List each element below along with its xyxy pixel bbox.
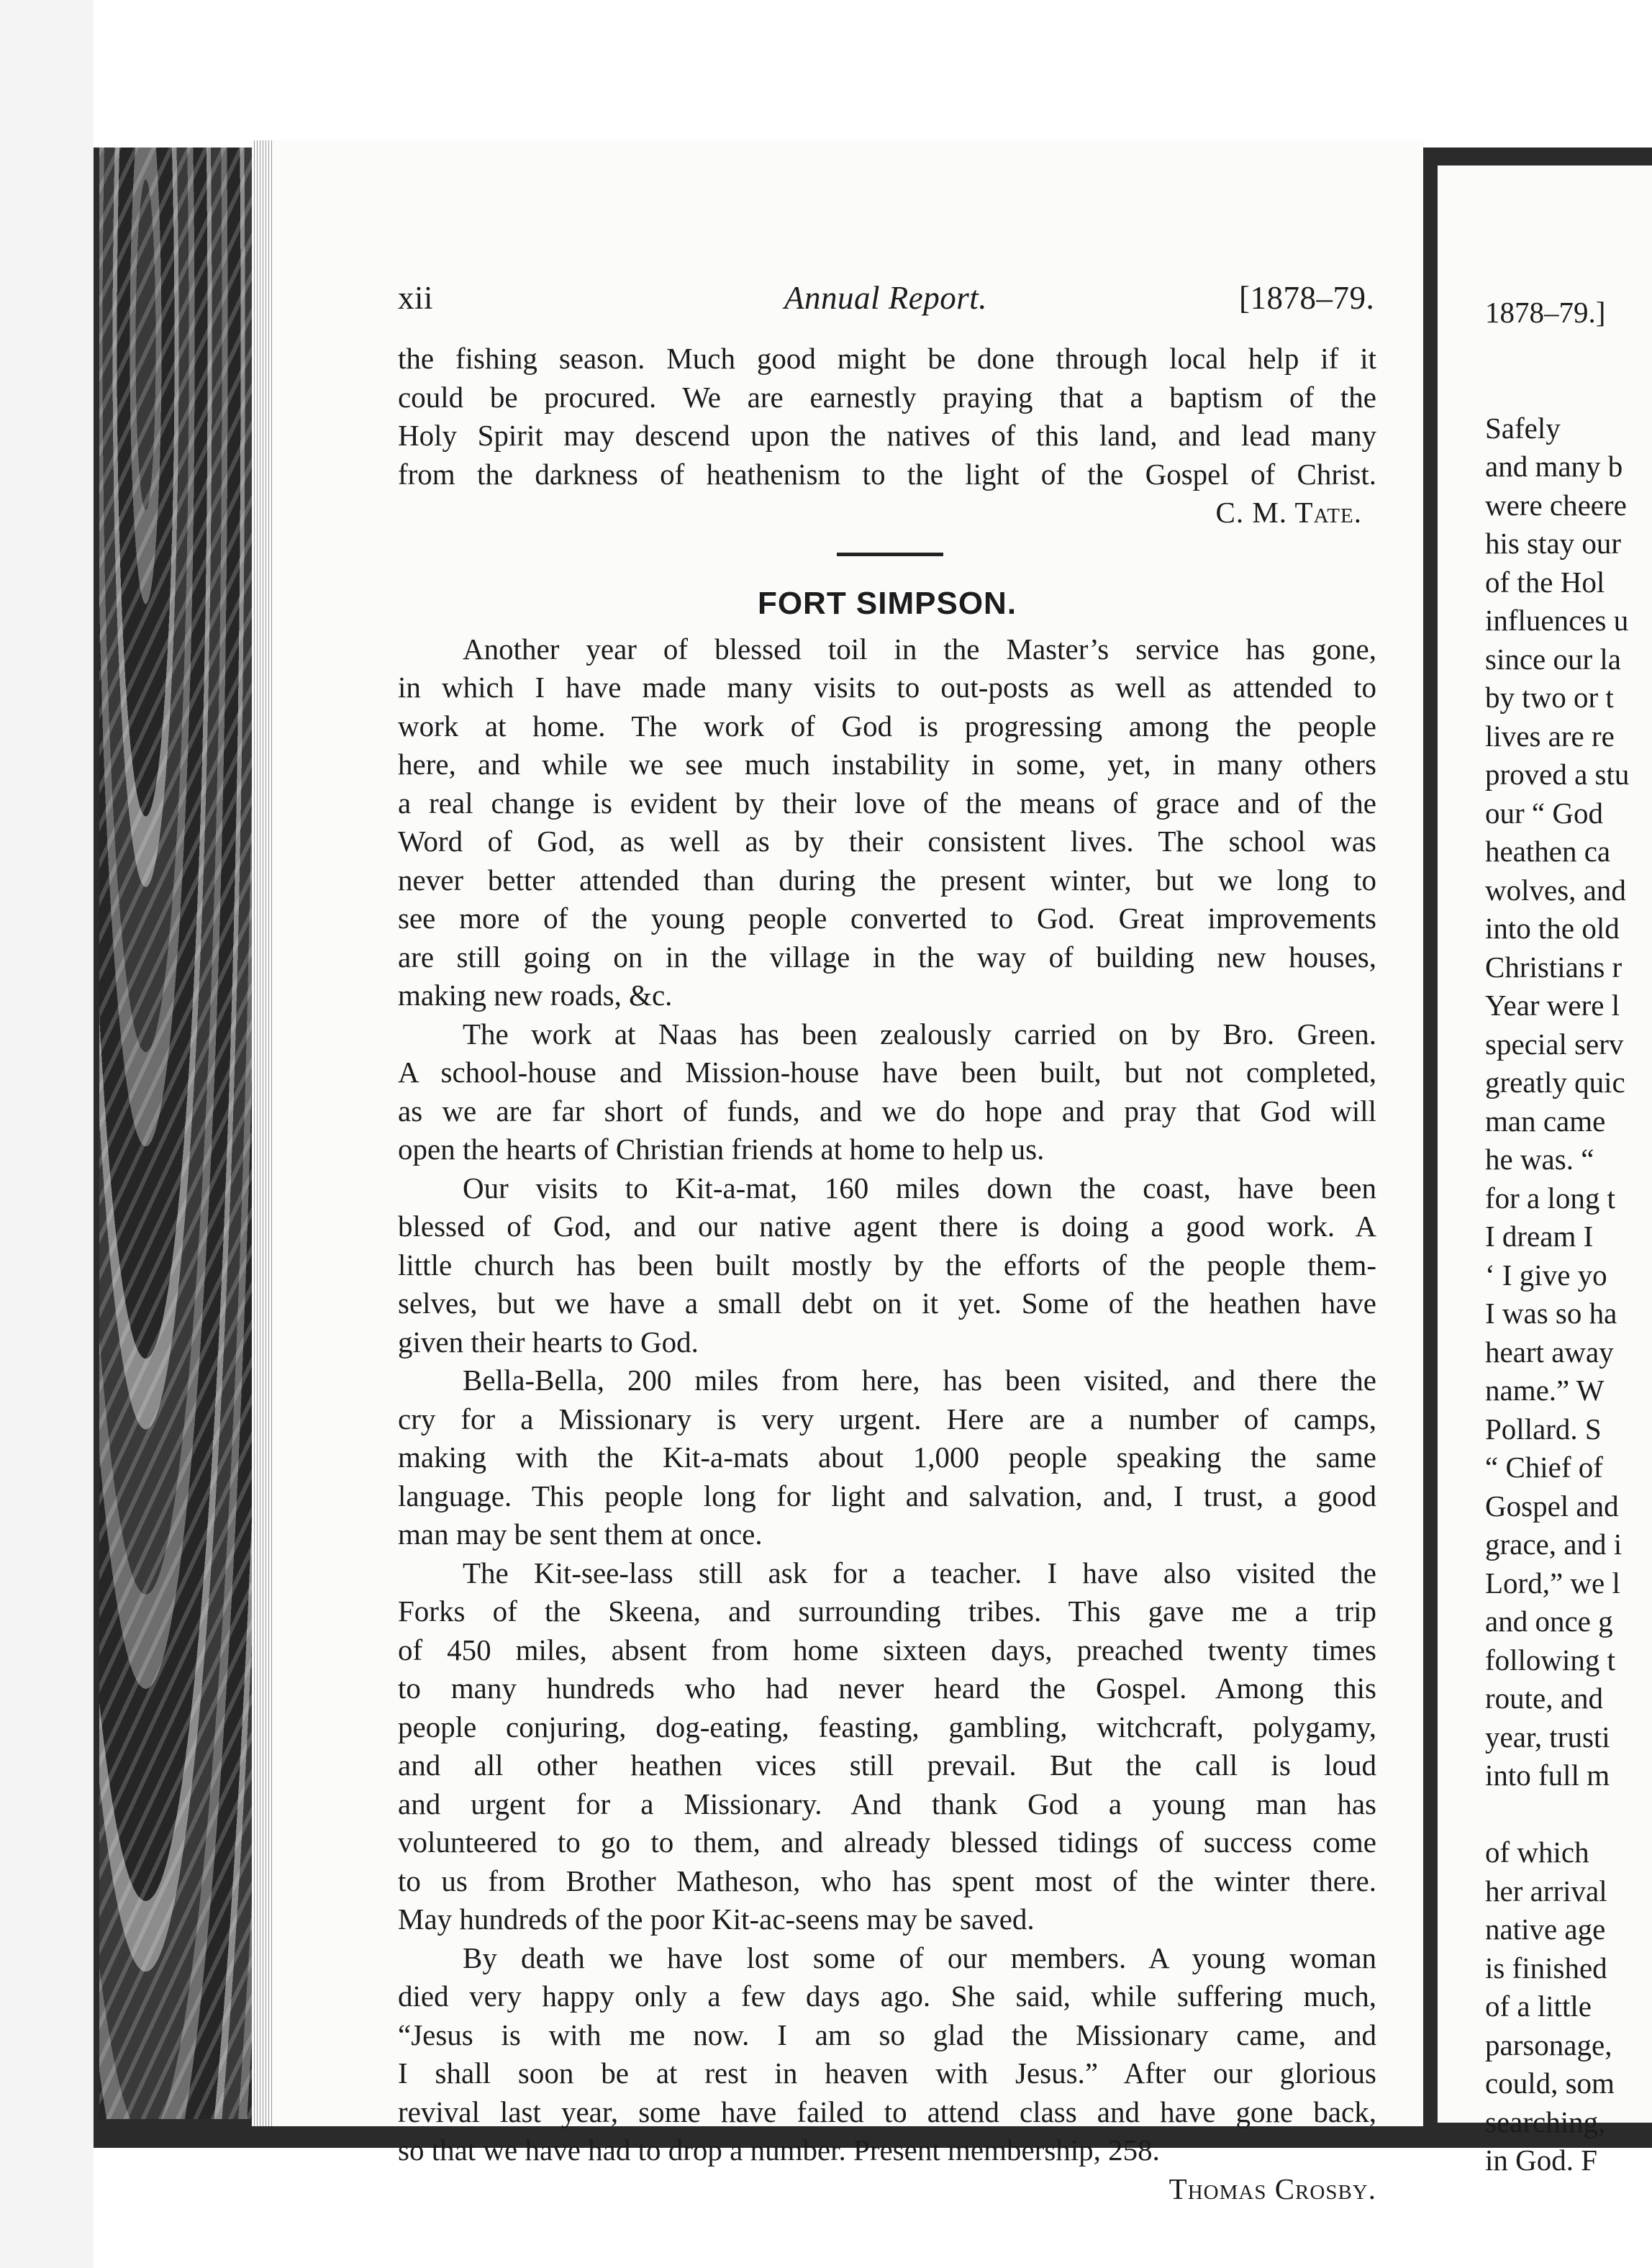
text-line: and urgent for a Missionary. And thank God a young man has — [398, 1787, 1376, 1820]
page-edges — [252, 140, 273, 2126]
text-line: influences u — [1485, 604, 1629, 637]
text-line: blessed of God, and our native agent there is doing a good work. A — [398, 1210, 1376, 1243]
right-page-year: 1878–79.] — [1485, 296, 1606, 329]
right-page-text — [1485, 294, 1629, 2180]
text-line: of the Hol — [1485, 565, 1605, 599]
paragraph-5 — [398, 1554, 1376, 1939]
paragraph-6 — [398, 1939, 1376, 2170]
text-line: Pollard. S — [1485, 1412, 1602, 1446]
text-line: in God. F — [1485, 2144, 1598, 2177]
text-line: Another year of blessed toil in the Master’s service has gone, — [463, 632, 1376, 666]
signature-crosby: Thomas Crosby. — [1168, 2172, 1376, 2205]
text-line: into the old — [1485, 912, 1620, 945]
running-head: Annual Report. — [784, 280, 987, 316]
text-line: name.” W — [1485, 1374, 1605, 1407]
text-line: selves, but we have a small debt on it yet. Some of the heathen have — [398, 1287, 1376, 1320]
text-line: language. This people long for light and salvation, and, I trust, a good — [398, 1479, 1376, 1512]
text-line: heart away — [1485, 1335, 1614, 1369]
text-line: here, and while we see much instability in some, yet, in many others — [398, 748, 1376, 781]
text-line: Gospel and — [1485, 1489, 1619, 1523]
text-line: to many hundreds who had never heard the Gospel. Among this — [398, 1671, 1376, 1705]
marbled-book-edge — [99, 148, 254, 2119]
text-line: were cheere — [1485, 488, 1627, 522]
film-edge — [0, 0, 94, 2268]
text-line: Forks of the Skeena, and surrounding tribes. This gave me a trip — [398, 1595, 1376, 1628]
text-line: A school-house and Mission-house have been built, but not completed, — [398, 1056, 1376, 1089]
text-line: could be procured. We are earnestly praying that a baptism of the — [398, 380, 1376, 414]
text-line: volunteered to go to them, and already blessed tidings of success come — [398, 1825, 1376, 1859]
text-line: into full m — [1485, 1759, 1610, 1792]
text-line: work at home. The work of God is progressing among the people — [398, 709, 1376, 743]
text-line: Holy Spirit may descend upon the natives of this land, and lead many — [398, 419, 1376, 452]
text-line: man came — [1485, 1104, 1606, 1138]
text-line: making with the Kit-a-mats about 1,000 people speaking the same — [398, 1441, 1376, 1474]
text-line: Bella-Bella, 200 miles from here, has been visited, and there the — [463, 1364, 1376, 1397]
text-line: grace, and i — [1485, 1528, 1622, 1561]
text-line: Year were l — [1485, 989, 1620, 1022]
paragraph-1 — [398, 630, 1376, 1015]
text-line: parsonage, — [1485, 2028, 1612, 2061]
page-year: [1878–79. — [1239, 280, 1375, 316]
text-line: lives are re — [1485, 719, 1615, 753]
text-line: to us from Brother Matheson, who has spent most of the winter there. — [398, 1864, 1376, 1897]
text-line: I was so ha — [1485, 1297, 1617, 1330]
text-line: searching, — [1485, 2105, 1606, 2138]
text-line: following t — [1485, 1643, 1616, 1677]
text-line: I shall soon be at rest in heaven with Jesus.” After our glorious — [398, 2056, 1376, 2090]
text-line: native age — [1485, 1913, 1606, 1946]
text-line: wolves, and — [1485, 873, 1626, 907]
text-line: ‘ I give yo — [1485, 1258, 1607, 1292]
text-line: route, and — [1485, 1682, 1603, 1715]
page-number: xii — [398, 280, 434, 316]
text-line: heathen ca — [1485, 835, 1611, 868]
text-line: Word of God, as well as by their consistent lives. The school was — [398, 825, 1376, 858]
text-line: died very happy only a few days ago. She said, while suffering much, — [398, 1979, 1376, 2013]
text-line: people conjuring, dog-eating, feasting, gambling, witchcraft, polygamy, — [398, 1710, 1376, 1743]
text-line: and once g — [1485, 1605, 1613, 1638]
text-line: cry for a Missionary is very urgent. Here are a number of camps, — [398, 1402, 1376, 1435]
text-line: Christians r — [1485, 950, 1622, 984]
paragraph-4 — [398, 1361, 1376, 1554]
text-line: of a little — [1485, 1990, 1592, 2023]
text-line: his stay our — [1485, 527, 1622, 560]
text-line: by two or t — [1485, 681, 1614, 714]
text-line — [1485, 1795, 1629, 1834]
text-line: and many b — [1485, 450, 1623, 483]
text-line: making new roads, &c. — [398, 979, 673, 1012]
text-line: The Kit-see-lass still ask for a teacher. I have also visited the — [463, 1556, 1376, 1589]
text-line: a real change is evident by their love of the means of grace and of the — [398, 786, 1376, 820]
text-line — [1485, 332, 1629, 371]
text-line: “Jesus is with me now. I am so glad the Missionary came, and — [398, 2018, 1376, 2051]
scan-top-margin — [0, 0, 1652, 148]
paragraph-3 — [398, 1169, 1376, 1362]
text-line: proved a stu — [1485, 758, 1630, 791]
text-line: “ Chief of — [1485, 1451, 1603, 1484]
text-line: he was. “ — [1485, 1143, 1594, 1176]
text-line: greatly quic — [1485, 1066, 1625, 1099]
text-line: revival last year, some have failed to attend class and have gone back, — [398, 2095, 1376, 2128]
paragraph-2 — [398, 1015, 1376, 1169]
text-line: man may be sent them at once. — [398, 1518, 763, 1551]
text-line: and all other heathen vices still prevail. But the call is loud — [398, 1748, 1376, 1782]
text-line: since our la — [1485, 642, 1621, 676]
text-line: could, som — [1485, 2067, 1615, 2100]
text-line: see more of the young people converted to God. Great improvements — [398, 902, 1376, 935]
text-line — [1485, 371, 1629, 409]
text-line: special serv — [1485, 1027, 1624, 1061]
text-line: given their hearts to God. — [398, 1325, 699, 1358]
page-body — [398, 340, 1376, 2208]
text-line: the fishing season. Much good might be done through local help if it — [398, 342, 1376, 375]
text-line: for a long t — [1485, 1181, 1616, 1215]
text-line: Lord,” we l — [1485, 1566, 1620, 1600]
text-line: little church has been built mostly by the efforts of the people them- — [398, 1248, 1376, 1282]
text-line: are still going on in the village in the way of building new houses, — [398, 940, 1376, 974]
text-line: is finished — [1485, 1951, 1607, 1984]
text-line: never better attended than during the present winter, but we long to — [398, 863, 1376, 897]
tate-report-end — [398, 340, 1376, 532]
text-line: her arrival — [1485, 1874, 1607, 1908]
text-line: The work at Naas has been zealously carried on by Bro. Green. — [463, 1017, 1376, 1051]
section-title: FORT SIMPSON. — [757, 585, 1017, 621]
divider-rule — [837, 553, 943, 556]
text-line: year, trusti — [1485, 1720, 1610, 1754]
text-line: of which — [1485, 1836, 1589, 1869]
text-line: By death we have lost some of our members. A young woman — [463, 1941, 1376, 1974]
text-line: Our visits to Kit-a-mat, 160 miles down the coast, have been — [463, 1171, 1376, 1205]
text-line: from the darkness of heathenism to the light of the Gospel of Christ. — [398, 457, 1376, 491]
text-line: as we are far short of funds, and we do hope and pray that God will — [398, 1094, 1376, 1128]
text-line: in which I have made many visits to out-posts as well as attended to — [398, 671, 1376, 704]
text-line: May hundreds of the poor Kit-ac-seens may be saved. — [398, 1902, 1035, 1936]
text-line: Safely — [1485, 411, 1561, 445]
text-line: our “ God — [1485, 796, 1603, 830]
text-line: so that we have had to drop a number. Present membership, 258. — [398, 2133, 1160, 2167]
text-line: open the hearts of Christian friends at home to help us. — [398, 1133, 1045, 1166]
section-divider — [398, 532, 1376, 577]
text-line: I dream I — [1485, 1220, 1594, 1253]
signature-tate: C. M. Tate. — [1215, 496, 1362, 529]
text-line: of 450 miles, absent from home sixteen days, preached twenty times — [398, 1633, 1376, 1666]
